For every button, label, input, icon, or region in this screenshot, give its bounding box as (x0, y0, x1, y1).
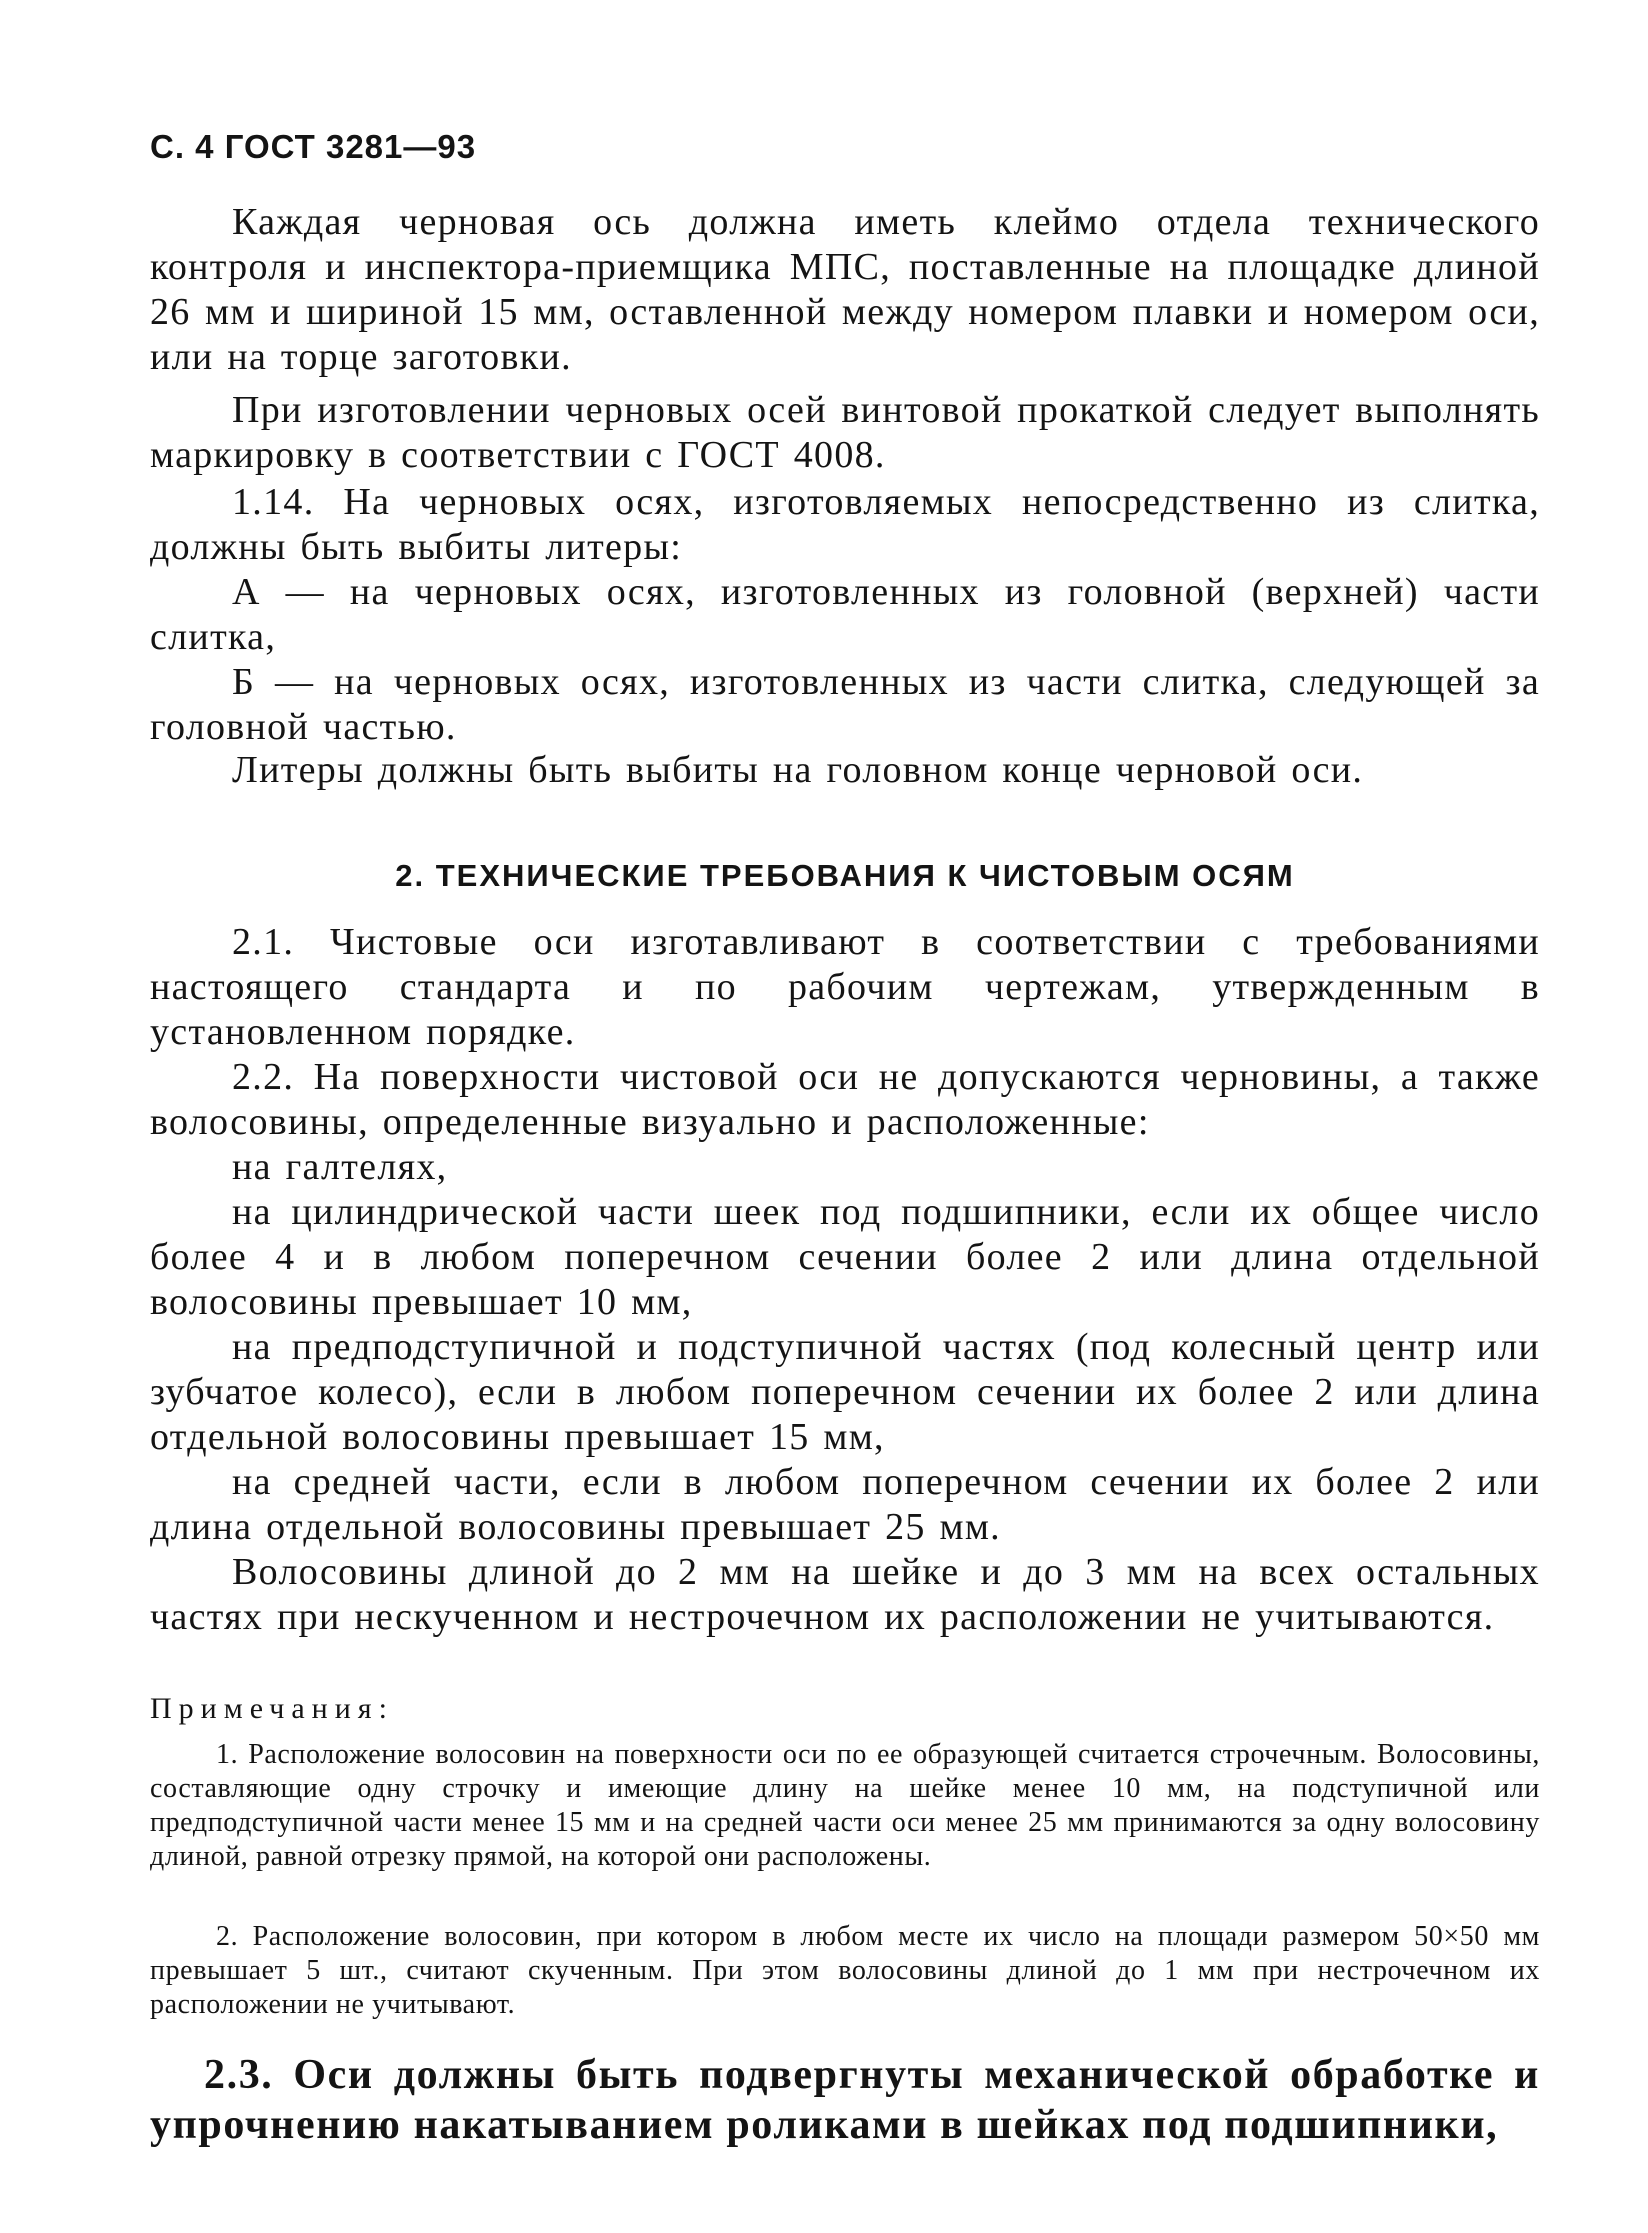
list-item-journals: на цилиндрической части шеек под подшипники, если их общее число более 4 и в любом поперечном сечении более 2 или длина отдельной волосовины превышает 10 мм, (150, 1191, 1540, 1323)
note-2: 2. Расположение волосовин, при котором в любом месте их число на площади размером 50×50 мм превышает 5 шт., считают скученным. При этом волосовины длиной до 1 мм при нестрочечном их расположении не учитывают. (150, 1921, 1540, 2020)
paragraph-2-2: 2.2. На поверхности чистовой оси не допускаются черновины, а также волосовины, определенные визуально и расположенные: (150, 1056, 1540, 1143)
paragraph-stamp: Каждая черновая ось должна иметь клеймо отдела технического контроля и инспектора-приемщика МПС, поставленные на площадке длиной 26 мм и шириной 15 мм, оставленной между номером плавки и номером оси, или на торце заготовки. (150, 201, 1540, 378)
paragraph-hairlines-ignored: Волосовины длиной до 2 мм на шейке и до 3 мм на всех остальных частях при нескученном и нестрочечном их расположении не учитываются. (150, 1551, 1540, 1638)
paragraph-2-3: 2.3. Оси должны быть подвергнуты механической обработке и упрочнению накатыванием роликами в шейках под подшипники, (150, 2052, 1540, 2148)
page-header: С. 4 ГОСТ 3281—93 (150, 128, 477, 165)
note-1: 1. Расположение волосовин на поверхности оси по ее образующей считается строчечным. Волосовины, составляющие одну строчку и имеющие длину на шейке менее 10 мм, на подступичной или предподступичной части менее 15 мм и на средней части оси менее 25 мм принимаются за одну волосовину длиной, равной отрезку прямой, на которой они расположены. (150, 1739, 1540, 1872)
list-item-b: Б — на черновых осях, изготовленных из части слитка, следующей за головной частью. (150, 661, 1540, 748)
section-title: 2. ТЕХНИЧЕСКИЕ ТРЕБОВАНИЯ К ЧИСТОВЫМ ОСЯМ (395, 858, 1295, 893)
list-item-wheel-seat: на предподступичной и подступичной частях (под колесный центр или зубчатое колесо), если в любом поперечном сечении их более 2 или длина отдельной волосовины превышает 15 мм, (150, 1326, 1540, 1458)
list-item-a: А — на черновых осях, изготовленных из головной (верхней) части слитка, (150, 571, 1540, 658)
paragraph-screw-rolling: При изготовлении черновых осей винтовой прокаткой следует выполнять маркировку в соответствии с ГОСТ 4008. (150, 389, 1540, 476)
list-item-fillets: на галтелях, (232, 1146, 448, 1188)
paragraph-2-1: 2.1. Чистовые оси изготавливают в соответствии с требованиями настоящего стандарта и по рабочим чертежам, утвержденным в установленном порядке. (150, 921, 1540, 1053)
list-item-middle: на средней части, если в любом поперечном сечении их более 2 или длина отдельной волосовины превышает 25 мм. (150, 1461, 1540, 1548)
paragraph-letters: Литеры должны быть выбиты на головном конце черновой оси. (232, 749, 1364, 791)
paragraph-1-14: 1.14. На черновых осях, изготовляемых непосредственно из слитка, должны быть выбиты литеры: (150, 481, 1540, 568)
notes-title: Примечания: (150, 1692, 394, 1725)
